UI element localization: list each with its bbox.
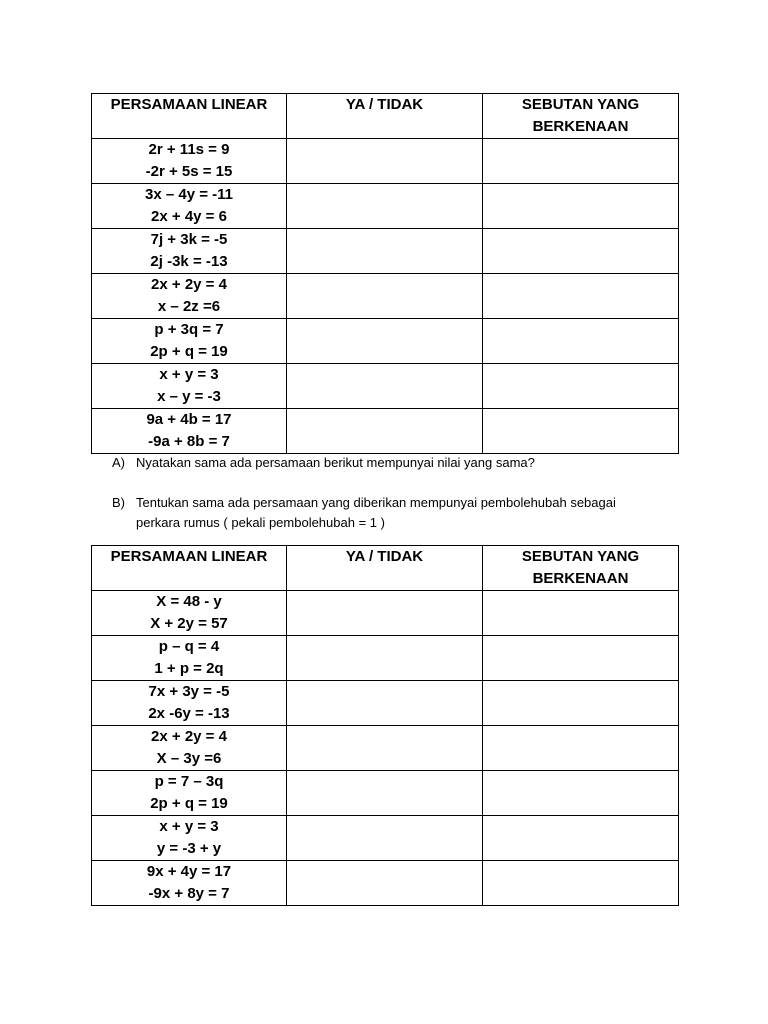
equation-pair-cell (92, 409, 287, 454)
ya-tidak-answer-cell[interactable] (287, 184, 483, 229)
question-b-label: B) (112, 495, 125, 510)
table-row (92, 229, 679, 274)
equation-pair-cell (92, 184, 287, 229)
sebutan-answer-cell[interactable] (483, 816, 679, 861)
equation-text: X + 2y = 57 (150, 615, 228, 632)
table-row (92, 409, 679, 454)
ya-tidak-answer-cell[interactable] (287, 816, 483, 861)
header-ya-tidak: YA / TIDAK (287, 94, 483, 139)
question-a (112, 453, 672, 473)
equations-table-2 (91, 545, 679, 906)
equation-text: x + y = 3 (159, 366, 219, 383)
table-row (92, 861, 679, 906)
table-row (92, 816, 679, 861)
equations-table-1 (91, 93, 679, 454)
table-row (92, 636, 679, 681)
ya-tidak-answer-cell[interactable] (287, 229, 483, 274)
sebutan-answer-cell[interactable] (483, 636, 679, 681)
table-row (92, 184, 679, 229)
ya-tidak-answer-cell[interactable] (287, 726, 483, 771)
equation-text: 2r + 11s = 9 (148, 141, 230, 158)
equation-text: 2p + q = 19 (150, 795, 228, 812)
table-row (92, 681, 679, 726)
sebutan-answer-cell[interactable] (483, 681, 679, 726)
ya-tidak-answer-cell[interactable] (287, 139, 483, 184)
table-row (92, 591, 679, 636)
sebutan-answer-cell[interactable] (483, 409, 679, 454)
equation-text: x + y = 3 (159, 818, 219, 835)
header-sebutan: SEBUTAN YANG BERKENAAN (483, 546, 679, 591)
equation-pair-cell (92, 319, 287, 364)
equation-text: 7j + 3k = -5 (150, 231, 228, 248)
ya-tidak-answer-cell[interactable] (287, 364, 483, 409)
equation-text: 1 + p = 2q (154, 660, 224, 677)
question-b (112, 493, 672, 533)
equation-pair-cell (92, 681, 287, 726)
question-a-label: A) (112, 455, 125, 470)
equation-text: 2x + 2y = 4 (151, 728, 227, 745)
equation-pair-cell (92, 816, 287, 861)
equation-pair-cell (92, 139, 287, 184)
question-a-text: Nyatakan sama ada persamaan berikut mempunyai nilai yang sama? (136, 455, 535, 470)
table-header-row (92, 546, 679, 591)
sebutan-answer-cell[interactable] (483, 726, 679, 771)
equation-pair-cell (92, 591, 287, 636)
equation-text: -9x + 8y = 7 (148, 885, 230, 902)
header-persamaan-linear: PERSAMAAN LINEAR (92, 546, 287, 591)
equation-text: X – 3y =6 (156, 750, 222, 767)
equation-pair-cell (92, 771, 287, 816)
equation-text: p + 3q = 7 (154, 321, 224, 338)
equation-pair-cell (92, 274, 287, 319)
question-b-text-line1: Tentukan sama ada persamaan yang diberikan mempunyai pembolehubah sebagai (136, 495, 616, 510)
table-row (92, 274, 679, 319)
sebutan-answer-cell[interactable] (483, 771, 679, 816)
sebutan-answer-cell[interactable] (483, 274, 679, 319)
equation-text: x – y = -3 (157, 388, 221, 405)
equation-text: 2x -6y = -13 (148, 705, 230, 722)
equation-text: 9a + 4b = 17 (146, 411, 232, 428)
equation-text: -9a + 8b = 7 (148, 433, 230, 450)
equation-text: 3x – 4y = -11 (145, 186, 233, 203)
equation-text: p = 7 – 3q (154, 773, 224, 790)
ya-tidak-answer-cell[interactable] (287, 274, 483, 319)
sebutan-answer-cell[interactable] (483, 319, 679, 364)
sebutan-answer-cell[interactable] (483, 184, 679, 229)
table-row (92, 726, 679, 771)
equation-pair-cell (92, 726, 287, 771)
ya-tidak-answer-cell[interactable] (287, 636, 483, 681)
equation-text: p – q = 4 (158, 638, 220, 655)
sebutan-answer-cell[interactable] (483, 229, 679, 274)
sebutan-answer-cell[interactable] (483, 139, 679, 184)
table-row (92, 771, 679, 816)
equation-text: 2x + 2y = 4 (151, 276, 227, 293)
ya-tidak-answer-cell[interactable] (287, 591, 483, 636)
ya-tidak-answer-cell[interactable] (287, 319, 483, 364)
header-sebutan: SEBUTAN YANG BERKENAAN (483, 94, 679, 139)
sebutan-answer-cell[interactable] (483, 364, 679, 409)
equation-pair-cell (92, 636, 287, 681)
ya-tidak-answer-cell[interactable] (287, 681, 483, 726)
equation-pair-cell (92, 861, 287, 906)
ya-tidak-answer-cell[interactable] (287, 771, 483, 816)
equation-text: X = 48 - y (156, 593, 222, 610)
equation-text: -2r + 5s = 15 (145, 163, 233, 180)
equation-pair-cell (92, 364, 287, 409)
equation-pair-cell (92, 229, 287, 274)
table-row (92, 319, 679, 364)
sebutan-answer-cell[interactable] (483, 591, 679, 636)
equation-text: 9x + 4y = 17 (146, 863, 232, 880)
table-row (92, 139, 679, 184)
ya-tidak-answer-cell[interactable] (287, 861, 483, 906)
question-b-text-line2: perkara rumus ( pekali pembolehubah = 1 ) (136, 515, 385, 530)
table-row (92, 364, 679, 409)
equation-text: 2j -3k = -13 (150, 253, 228, 270)
equation-text: 7x + 3y = -5 (148, 683, 230, 700)
sebutan-answer-cell[interactable] (483, 861, 679, 906)
equation-text: 2x + 4y = 6 (151, 208, 227, 225)
table-header-row (92, 94, 679, 139)
equation-text: y = -3 + y (156, 840, 222, 857)
ya-tidak-answer-cell[interactable] (287, 409, 483, 454)
equation-text: 2p + q = 19 (150, 343, 228, 360)
equation-text: x – 2z =6 (157, 298, 221, 315)
header-persamaan-linear: PERSAMAAN LINEAR (92, 94, 287, 139)
header-ya-tidak: YA / TIDAK (287, 546, 483, 591)
